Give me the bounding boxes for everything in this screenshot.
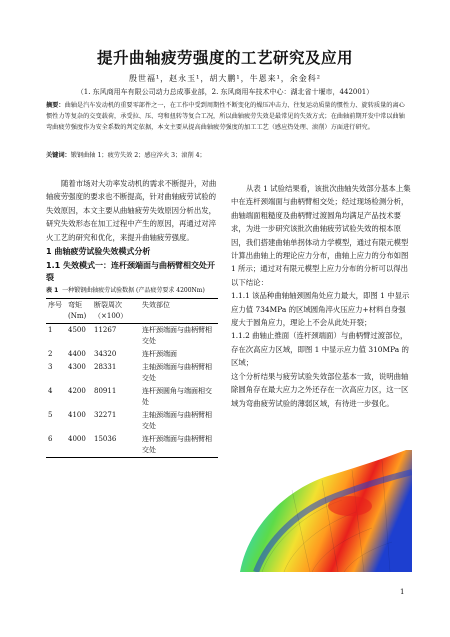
table-header-cell: 弯矩(Nm): [68, 301, 87, 321]
table-cell: 80911: [94, 387, 117, 396]
table-cell: 4500: [68, 326, 86, 335]
table-caption-text: 一种锻钢曲轴疲劳试验数据 (产品疲劳要求 4200Nm): [62, 287, 205, 295]
page-number: 1: [400, 588, 405, 596]
table-cell: 4100: [68, 411, 86, 420]
left-column: [46, 177, 218, 458]
keywords: [46, 150, 408, 159]
table-cell: 连杆颈端面与曲柄臂相交处: [142, 435, 212, 455]
table-cell: 28331: [94, 363, 117, 372]
table-cell: 4300: [68, 363, 86, 372]
table-cell: 15036: [94, 435, 117, 444]
table-cell: 4200: [68, 387, 86, 396]
table-header-cell: 断裂周次（×100）: [94, 301, 128, 321]
author-list: 殷世福¹，赵永玉¹，胡大鹏¹，牛恩来¹，余金科²: [128, 74, 322, 83]
right-column: [231, 182, 411, 410]
conclusion-1-1-1: 1.1.1 该品种曲轴轴颈圆角处应力最大，即图 1 中显示应力值 734MPa 的区域圆角淬火压应力+材料自身强度大于圆角应力，理论上不会从此处开裂；: [231, 291, 410, 328]
fatigue-test-table: [46, 298, 218, 458]
section-heading-1: 1 曲轴疲劳试验失效模式分析: [46, 247, 151, 257]
table-cell: 4: [48, 387, 53, 396]
table-cell: 4400: [68, 350, 86, 359]
analysis-paragraph: 从表 1 试验结果看，该批次曲轴失效部分基本上集中在连杆颈端面与曲柄臂相交处；经过现场检测分析，曲轴端面粗糙度及曲柄臂过渡圆角均满足产品技术要求，为进一步研究该批次曲轴疲劳试验失效的根本原因，我们搭建曲轴单拐体动力学模型，通过有限元模型计算出曲轴上的理论应力分布，曲轴上应力的分布如图 1 所示；通过对有限元模型上应力分布的分析可以得出以下结论：: [231, 184, 411, 287]
table-cell: 34320: [94, 350, 117, 359]
table-cell: 主轴颈端面与曲柄臂相交处: [142, 411, 212, 431]
table-cell: 32271: [94, 411, 117, 420]
subsection-heading-1-1: 1.1 失效模式一：连杆颈端面与曲柄臂相交处开裂: [46, 261, 215, 283]
table-row: [46, 409, 218, 433]
stress-distribution-figure: [232, 450, 412, 572]
table-caption: [46, 286, 218, 296]
abstract-label: 摘要：: [46, 102, 65, 109]
table-cell: 5: [48, 411, 53, 420]
table-caption-label: 表 1: [46, 287, 59, 295]
table-cell: 2: [48, 350, 53, 359]
table-cell: 连杆颈圆角与端面相交处: [142, 387, 212, 407]
table-row: [46, 324, 218, 349]
table-cell: 主轴颈端面与曲柄臂相交处: [142, 363, 212, 383]
table-header-cell: 失效部位: [142, 301, 170, 310]
intro-paragraph: 随着市场对大功率发动机的需求不断提升，对曲轴疲劳强度的要求也不断提高，针对曲轴疲劳试验的失效原因，本文主要从曲轴疲劳失效原因分析出发，研究失效形态在加工过程中产生的原因，再通过对淬火工艺的研究和优化，来提升曲轴疲劳强度。: [46, 179, 217, 242]
table-header-row: [46, 299, 218, 324]
conclusion-1-1-2: 1.1.2 曲轴止推面（连杆颈端面）与曲柄臂过渡部位，存在次高应力区域，即图 1 中显示应力值 310MPa 的区域；: [231, 331, 409, 368]
table-row: [46, 433, 218, 458]
affiliation: （1. 东风商用车有限公司动力总成事业部，2. 东风商用车技术中心：湖北省十堰市，442001）: [76, 88, 374, 96]
paper-title: 提升曲轴疲劳强度的工艺研究及应用: [96, 49, 353, 67]
keywords-text: 锻钢曲轴 1；疲劳失效 2；感应淬火 3；滚削 4；: [70, 152, 206, 159]
table-cell: 6: [48, 435, 53, 444]
table-cell: 3: [48, 363, 53, 372]
table-cell: 连杆颈端面: [142, 350, 177, 359]
table-cell: 连杆颈端面与曲柄臂相交处: [142, 326, 212, 346]
summary-paragraph: 这个分析结果与疲劳试验失效部位基本一致，说明曲轴除圆角存在最大应力之外还存在一次高应力区，这一区域为弯曲疲劳试验的薄弱区域，有待进一步强化。: [231, 371, 409, 408]
table-cell: 11267: [94, 326, 117, 335]
table-row: [46, 361, 218, 385]
table-row: [46, 348, 218, 361]
abstract-text: 曲轴是汽车发动机的重要零部件之一，在工作中受到周期性不断变化的燥压冲击力、往复运动质量的惯性力、旋转质量的离心惯性力等复杂的交变载荷，承受拉、压、弯和扭转等复合工况，所以曲轴疲劳失效是最常见的失效方式；在曲轴前期开发中常以曲轴弯曲疲劳强度作为安全系数的判定依据，本文主要从提高曲轴疲劳强度的加工工艺（感应热处理、滚削）方面进行研究。: [46, 102, 405, 131]
table-cell: 4000: [68, 435, 86, 444]
table-row: [46, 385, 218, 409]
high-stress-zone: [328, 496, 372, 516]
abstract: [46, 100, 408, 133]
table-header-cell: 序号: [48, 301, 62, 310]
keywords-label: 关键词：: [46, 152, 71, 159]
table-cell: 1: [48, 326, 53, 335]
